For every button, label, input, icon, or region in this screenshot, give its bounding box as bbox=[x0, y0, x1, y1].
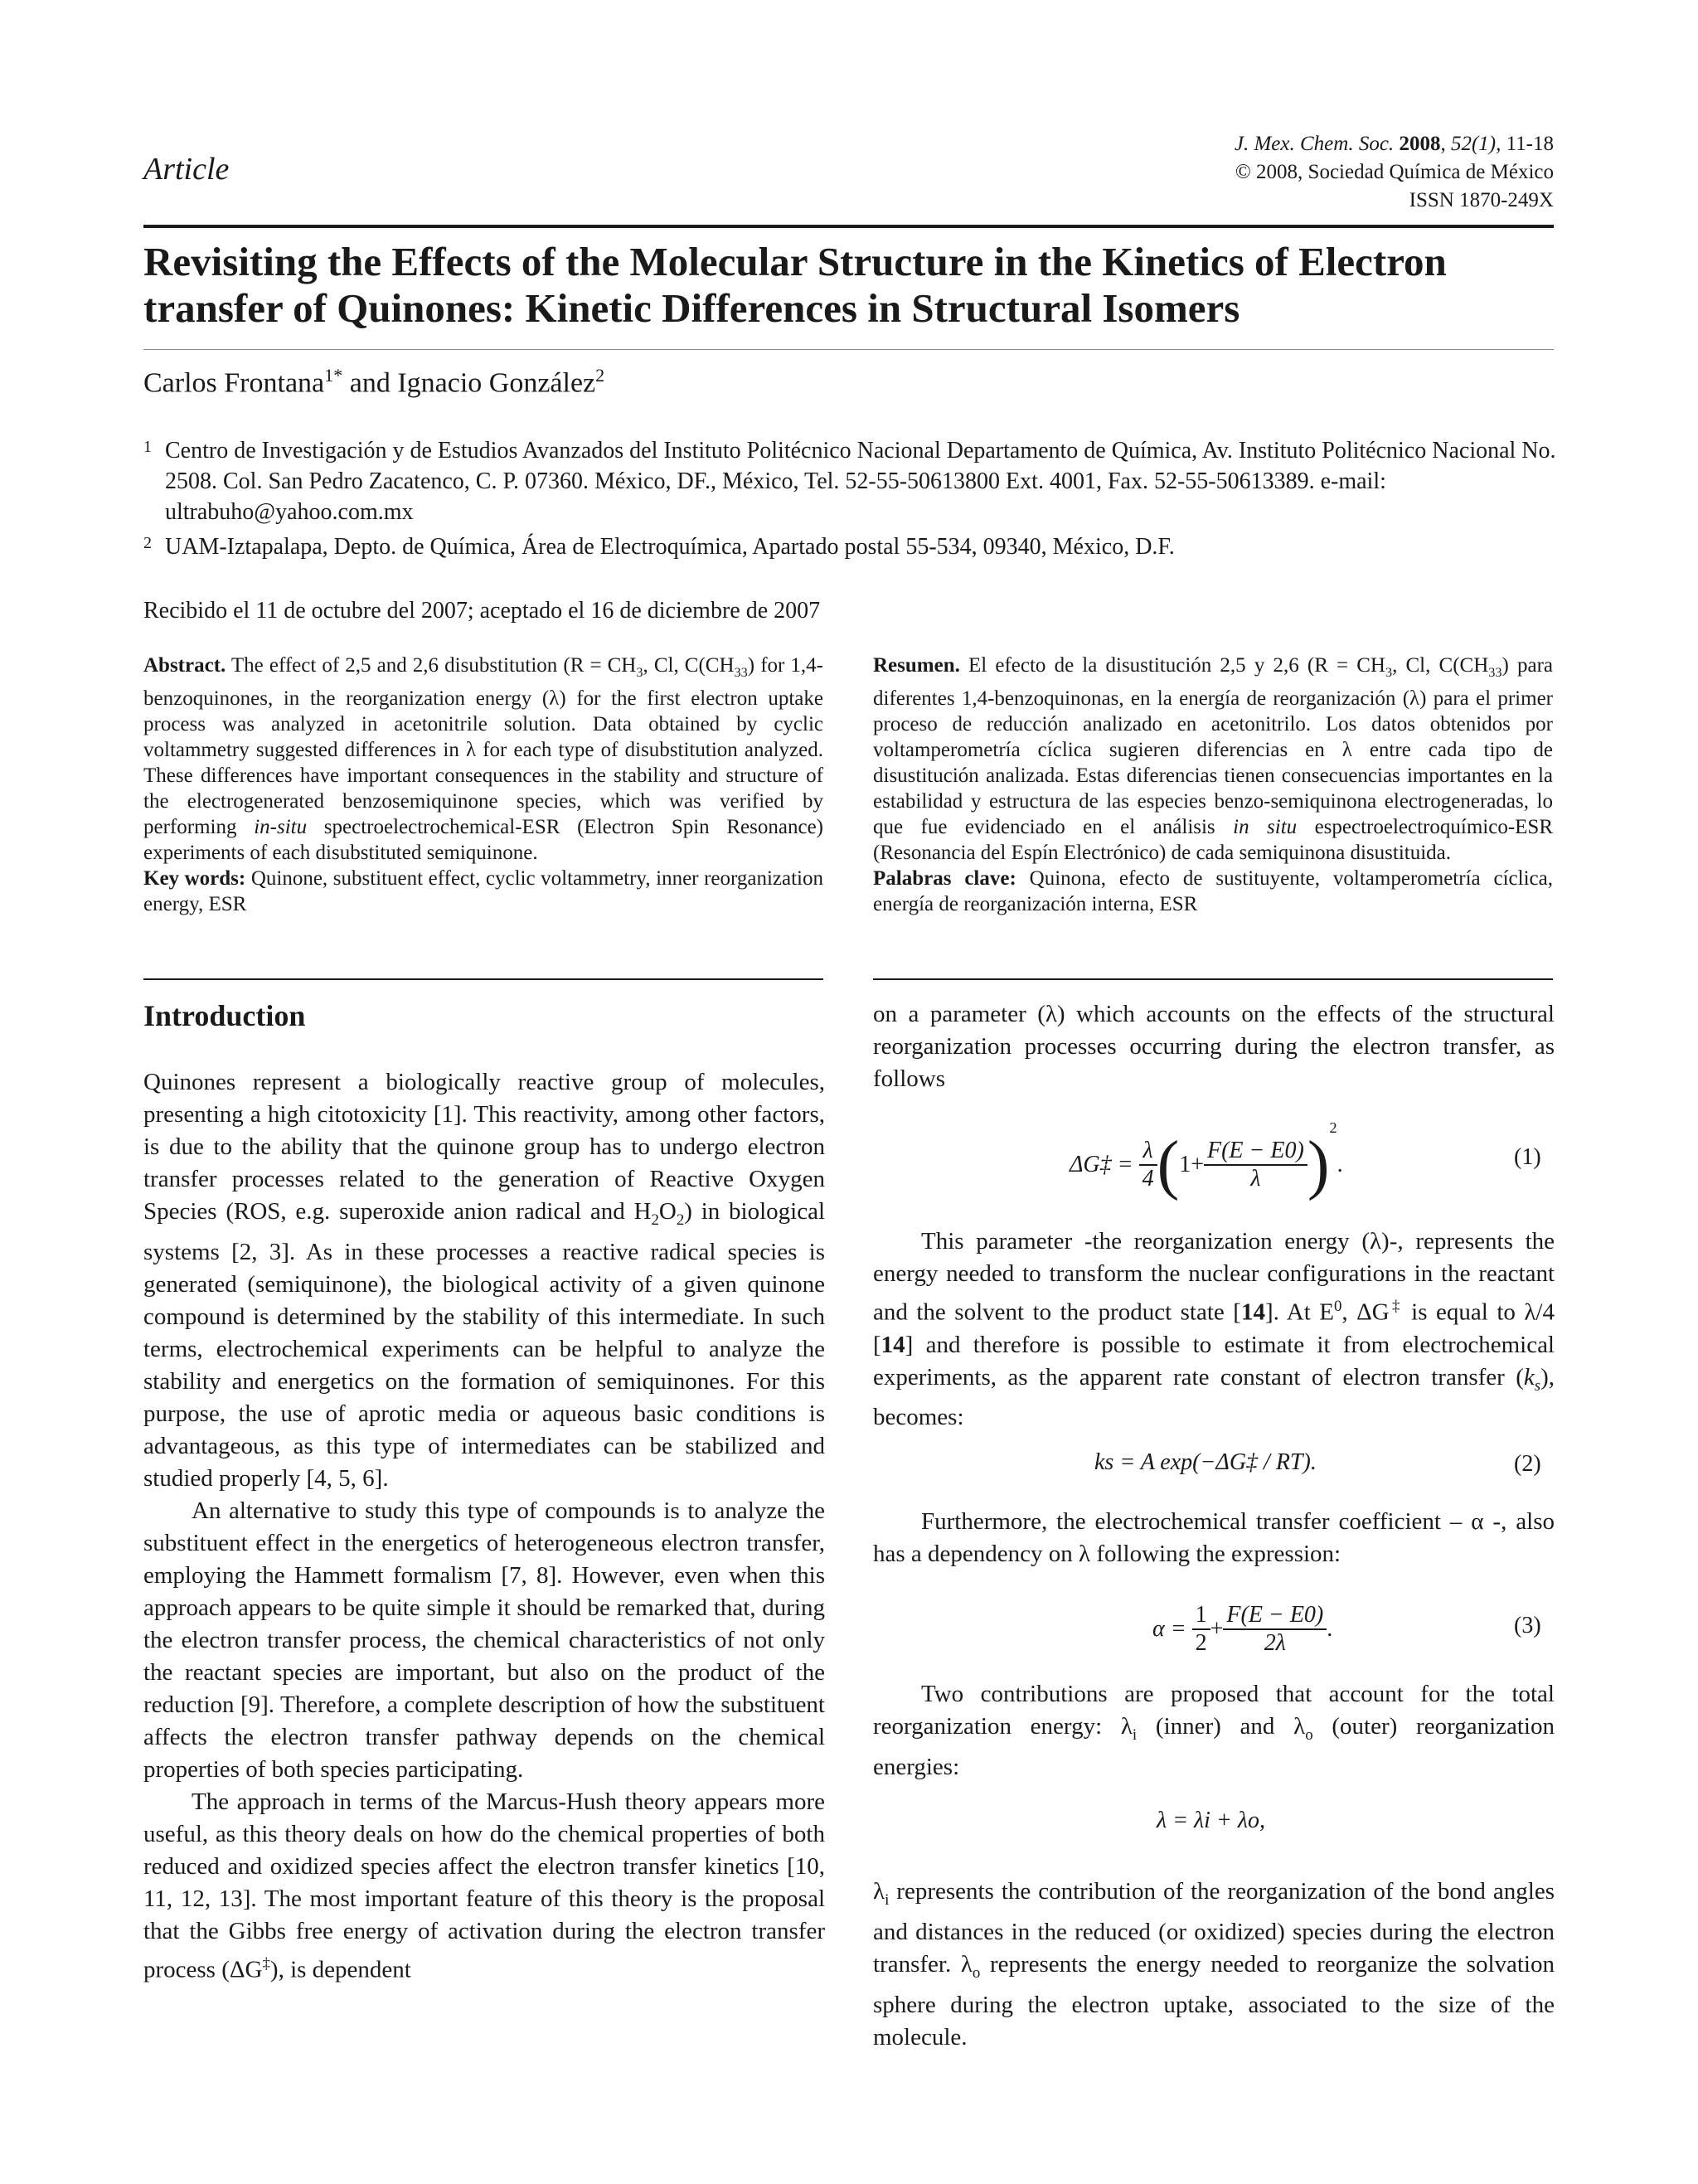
equation-4: λ = λi + λo, bbox=[1157, 1808, 1265, 1833]
equation-3: α = $\frac{1}{2}$ + $\frac{F(E - E0)}{2\lambda}$ . bbox=[1152, 1602, 1333, 1656]
journal-citation: J. Mex. Chem. Soc. 2008, 52(1), 11-18 bbox=[1234, 133, 1554, 155]
journal-pages: 11-18 bbox=[1506, 133, 1554, 155]
section-label: Article bbox=[143, 152, 230, 187]
equation-2-number: (2) bbox=[1514, 1451, 1541, 1477]
equation-2: ks = A exp(−ΔG‡ / RT). bbox=[1094, 1449, 1317, 1475]
journal-volume: 52(1), bbox=[1450, 133, 1502, 155]
issn: ISSN 1870-249X bbox=[1409, 189, 1554, 211]
affiliation-number: 1 bbox=[143, 438, 152, 456]
author-2-mark: 2 bbox=[595, 365, 605, 386]
right-paragraph-1: on a parameter (λ) which accounts on the effects of the structural reorganization processes occurring during the electron transfer, as follows bbox=[873, 1001, 1555, 1092]
section-heading-introduction: Introduction bbox=[143, 999, 306, 1032]
right-paragraph-2: This parameter -the reorganization energy (λ)-, represents the energy needed to transform the nuclear configurations in the reactant and the solvent to the product state [14]. At $E^0$, ΔG‡ is equal to λ/4 [14] and therefore is possible to estimate it from electrochemical experiments, as the apparent rate constant of electron transfer $(k_s)$, becomes: bbox=[873, 1228, 1555, 1431]
intro-paragraph-2: An alternative to study this type of compounds is to analyze the substituent effect in the energetics of heterogeneous electron transfer, employing the Hammett formalism [7, 8]. However, even when this approach appears to be quite simple it should be remarked that, during the electron transfer process, the chemical characteristics of not only the reactant species are important, but also on the product of the reduction [9]. Therefore, a complete description of how the substituent affects the electron transfer pathway depends on the chemical properties of both species participating. bbox=[143, 1497, 825, 1783]
keywords-label: Key words: bbox=[143, 867, 246, 890]
resumen-label: Resumen. bbox=[873, 654, 960, 677]
author-2: and Ignacio González bbox=[342, 367, 596, 399]
equation-3-number: (3) bbox=[1514, 1613, 1541, 1638]
right-paragraph-5: $\lambda_i$ represents the contribution of the reorganization of the bond angles and distances in the reduced (or oxidized) species during the electron transfer. $\lambda_o$ represents the energy needed to reorganize the solvation sphere during the electron uptake, associated to the size of the molecule. bbox=[873, 1878, 1555, 2051]
intro-paragraph-1: Quinones represent a biologically reactive group of molecules, presenting a high citotoxicity [1]. This reactivity, among other factors, is due to the ability that the quinone group has to undergo electron transfer processes related to the generation of Reactive Oxygen Species (ROS, e.g. superoxide anion radical and $H_2O_2$) in biological systems [2, 3]. As in these processes a reactive radical species is generated (semiquinone), the biological activity of a given quinone compound is determined by the stability of this intermediate. In such terms, electrochemical experiments can be helpful to analyze the stability and energetics on the formation of semiquinones. For this purpose, the use of aprotic media or aqueous basic conditions is advantageous, as this type of intermediates can be stabilized and studied properly [4, 5, 6]. bbox=[143, 1069, 826, 1492]
received-date: Recibido el 11 de octubre del 2007; aceptado el 16 de diciembre de 2007 bbox=[143, 598, 821, 624]
affiliation-text: UAM-Iztapalapa, Depto. de Química, Área de Electroquímica, Apartado postal 55-534, 09340, México, D.F. bbox=[165, 534, 1175, 560]
right-paragraph-3: Furthermore, the electrochemical transfer coefficient – α -, also has a dependency on λ following the expression: bbox=[873, 1508, 1555, 1567]
authors bbox=[143, 365, 604, 399]
keywords-text: Quinone, substituent effect, cyclic voltammetry, inner reorganization energy, ESR bbox=[143, 867, 823, 915]
affiliation-text: Centro de Investigación y de Estudios Avanzados del Instituto Politécnico Nacional Departamento de Química, Av. Instituto Politécnico Nacional No. 2508. Col. San Pedro Zacatenco, C. P. 07360. México, DF., México, Tel. 52-55-50613800 Ext. 4001, Fax. 52-55-50613389. e-mail: ultrabuho@yahoo.com.mx bbox=[165, 438, 1556, 525]
equation-1-number: (1) bbox=[1514, 1144, 1541, 1170]
right-paragraph-4: Two contributions are proposed that account for the total reorganization energy: $\lambda_i$ (inner) and $\lambda_o$ (outer) reorganization energies: bbox=[873, 1681, 1555, 1780]
author-1-mark: 1* bbox=[324, 365, 343, 386]
abstract-en: Abstract. The effect of 2,5 and 2,6 disubstitution ($R = CH_3$, Cl, $C(CH_{33})$ for 1,4-benzoquinones, in the reorganization energy (λ) for the first electron uptake process was analyzed in acetonitrile solution. Data obtained by cyclic voltammetry suggested differences in λ for each type of disubstitution analyzed. These differences have important consequences in the stability and structure of the electrogenerated benzosemiquinone species, which was verified by performing in-situ spectroelectrochemical-ESR (Electron Spin Resonance) experiments of each disubstituted semiquinone. Key words: Quinone, substituent effect, cyclic voltammetry, inner reorganization energy, ESR bbox=[143, 654, 824, 915]
copyright: © 2008, Sociedad Química de México bbox=[1235, 161, 1554, 183]
affiliation-2 bbox=[143, 531, 1561, 562]
author-1: Carlos Frontana bbox=[143, 367, 325, 399]
paper-title: Revisiting the Effects of the Molecular Structure in the Kinetics of Electron transfer of Quinones: Kinetic Differences in Structural Isomers bbox=[143, 239, 1447, 331]
journal-year: 2008 bbox=[1399, 133, 1441, 155]
title-rule bbox=[143, 349, 1554, 350]
abstract-rule-left bbox=[143, 978, 823, 980]
header-rule bbox=[143, 225, 1554, 228]
equation-1: ΔG‡ = $\frac{\lambda}{4}$ ( 1+ $\frac{F(E - E0)}{\lambda}$ ) $^2$ . bbox=[1070, 1119, 1343, 1201]
abstract-rule-right bbox=[873, 978, 1553, 980]
intro-body bbox=[143, 1066, 825, 1986]
journal-name: J. Mex. Chem. Soc. bbox=[1234, 133, 1395, 155]
intro-paragraph-3: The approach in terms of the Marcus-Hush theory appears more useful, as this theory deals on how do the chemical properties of both reduced and oxidized species affect the electron transfer kinetics [10, 11, 12, 13]. The most important feature of this theory is the proposal that the Gibbs free energy of activation during the electron transfer process (ΔG‡), is dependent bbox=[143, 1788, 825, 1983]
affiliation-1 bbox=[143, 435, 1561, 527]
palabras-clave-text: Quinona, efecto de sustituyente, voltamperometría cíclica, energía de reorganización interna, ESR bbox=[873, 867, 1553, 915]
abstract-label: Abstract. bbox=[143, 654, 226, 677]
affiliation-number: 2 bbox=[143, 534, 152, 552]
palabras-clave-label: Palabras clave: bbox=[873, 867, 1016, 890]
abstract-es: Resumen. El efecto de la disustitución 2,5 y 2,6 ($R = CH_3$, Cl, $C(CH_{33})$ para diferentes 1,4-benzoquinonas, en la energía de reorganización (λ) para el primer proceso de reducción analizado en acetonitrilo. Los datos obtenidos por voltamperometría cíclica sugieren diferencias en λ entre cada tipo de disustitución analizada. Estas diferencias tienen consecuencias importantes en la estabilidad y estructura de las especies benzo-semiquinona electrogeneradas, lo que fue evidenciado en el análisis in situ espectroelectroquímico-ESR (Resonancia del Espín Electrónico) de cada semiquinona disustituida. Palabras clave: Quinona, efecto de sustituyente, voltamperometría cíclica, energía de reorganización interna, ESR bbox=[873, 654, 1553, 915]
